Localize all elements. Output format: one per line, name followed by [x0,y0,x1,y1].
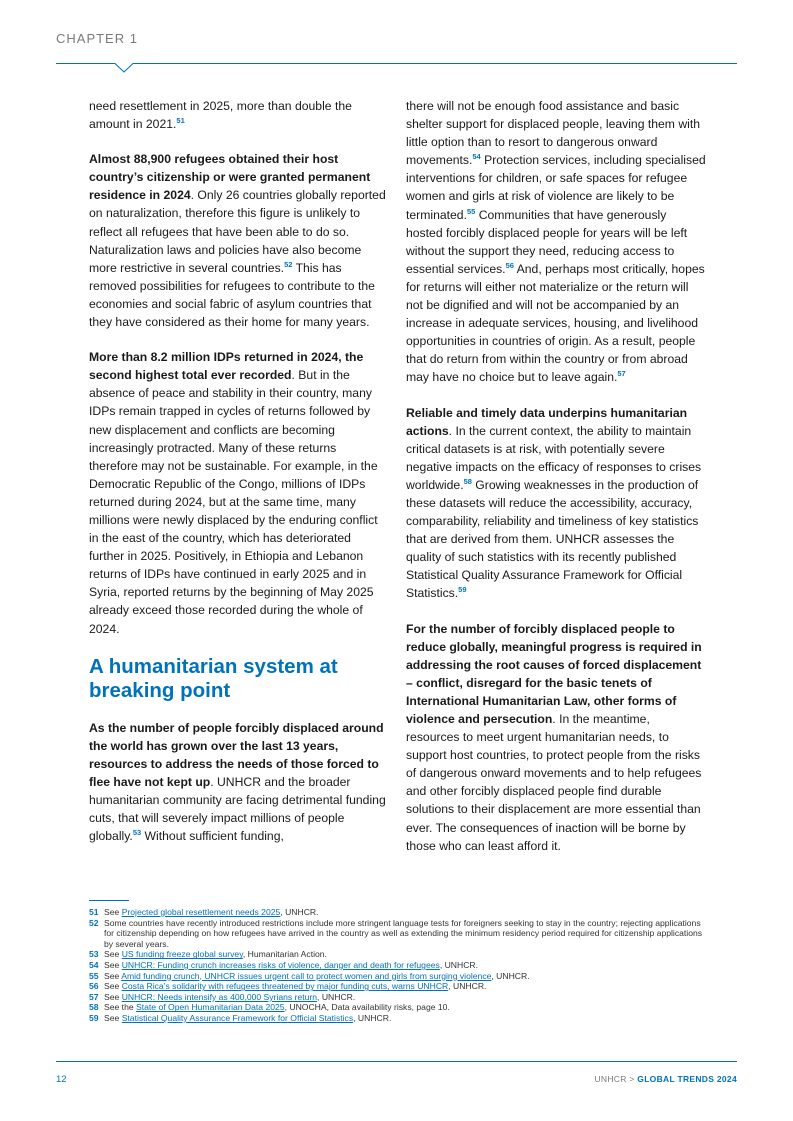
footnotes [89,907,709,1024]
paragraph: Almost 88,900 refugees obtained their host country’s citizenship or were granted permanent residence in 2024. Only 26 countries globally reported on naturalization, therefore this figure is unlikely to reflect all refugees that have been able to do so. Naturalization laws and policies have also become more restrictive in several countries.$^{52}$ This has removed possibilities for refugees to contribute to the economies and social fabric of asylum countries that they have considered as their home for many years. [89,152,386,330]
footnote-link[interactable]: Amid funding crunch, UNHCR issues urgent call to protect women and girls from surging violence [121,970,492,981]
footnote-ref[interactable]: 58 [463,476,472,486]
left-column [89,97,386,862]
running-footer: UNHCR > GLOBAL TRENDS 2024 [594,1074,737,1084]
footnote-ref[interactable]: 53 [132,828,142,838]
section-heading: A humanitarian system at breaking point [89,654,338,702]
chapter-label: CHAPTER 1 [56,31,138,46]
footnote-link[interactable]: US funding freeze global survey [121,949,243,960]
paragraph: For the number of forcibly displaced people to reduce globally, meaningful progress is required in addressing the root causes of forced displacement – conflict, disregard for the basic tenets of International Humanitarian Law, other forms of violence and persecution. In the meantime, resources to meet urgent humanitarian needs, to support host countries, to protect people from the risks of dangerous onward movements and to help refugees and other forcibly displaced people find durable solutions to their displacement are more essential than ever. The consequences of inaction will be borne by those who can least afford it. [406,621,702,853]
paragraph: Reliable and timely data underpins humanitarian actions. In the current context, the ability to maintain critical datasets is at risk, with potentially severe negative impacts on the efficacy of responses to crises worldwide.$^{58}$ Growing weaknesses in the production of these datasets will reduce the accessibility, accuracy, comparability, reliability and timeliness of key statistics that are derived from them. UNHCR assesses the quality of such statistics with its recently published Statistical Quality Assurance Framework for Official Statistics.$^{59}$ [406,405,702,601]
footnote-ref[interactable]: 59 [458,585,467,595]
right-column [406,97,706,872]
paragraph: need resettlement in 2025, more than double the amount in 2021.51 [89,99,352,132]
footnote-item: 52 Some countries have recently introduced restrictions include more stringent language tests for foreigners seeking to stay in the country; rejecting applications for citizenship depending on how refugees have arrived in the country as well as extending the minimum residency period required for citizenship applications by several years. [89,917,703,949]
footnote-ref[interactable]: 57 [617,369,626,379]
footnote-item: 56 See Costa Rica’s solidarity with refugees threatened by major funding cuts, warns UNHCR, UNHCR. [89,981,487,992]
footnote-link[interactable]: UNHCR: Funding crunch increases risks of violence, danger and death for refugees [121,959,440,970]
paragraph: there will not be enough food assistance and basic shelter support for displaced people, leaving them with little option than to resort to dangerous onward movements.$^{54}$ Protection services, including specialised interventions for children, or safe spaces for refugee women and girls at risk of violence are likely to be terminated.$^{55}$ Communities that have generously hosted forcibly displaced people for years will be left without the support they need, reducing access to essential services.$^{56}$ And, perhaps most critically, hopes for returns will either not materialize or the return will not be dignified and will not be accompanied by an increase in adequate services, housing, and livelihood opportunities in countries of origin. As a result, people that do return from within the country or from abroad may have no choice but to leave again.$^{57}$ [406,99,706,385]
footnote-link[interactable]: Projected global resettlement needs 2025 [121,907,281,917]
footnote-link[interactable]: Costa Rica’s solidarity with refugees threatened by major funding cuts, warns UNHCR [121,981,449,992]
footnote-item: 59 See Statistical Quality Assurance Framework for Official Statistics, UNHCR. [89,1012,392,1023]
footnote-ref[interactable]: 52 [284,259,293,269]
footnote-ref[interactable]: 54 [472,152,481,162]
footnote-item: 53 See US funding freeze global survey, Humanitarian Action. [89,949,327,960]
page-number: 12 [56,1074,67,1085]
footnote-divider [89,900,129,901]
footnote-item: 54 See UNHCR: Funding crunch increases risks of violence, danger and death for refugees, UNHCR. [89,959,479,970]
footnote-item: 58 See the State of Open Humanitarian Data 2025, UNOCHA, Data availability risks, page 10. [89,1002,450,1013]
footnote-link[interactable]: State of Open Humanitarian Data 2025 [136,1002,285,1013]
paragraph: More than 8.2 million IDPs returned in 2024, the second highest total ever recorded. But in the absence of peace and stability in their country, many IDPs remain trapped in cycles of returns followed by new displacement and conflicts are becoming increasingly protracted. Many of these returns therefore may not be sustainable. For example, in the Democratic Republic of the Congo, millions of IDPs returned during 2024, but at the same time, many millions were newly displaced by the enduring conflict in the east of the country, which has deteriorated further in 2025. Positively, in Ethiopia and Lebanon returns of IDPs have continued in early 2025 and in Syria, reported returns by the beginning of May 2025 already exceed those recorded during the whole of 2024. [89,350,378,636]
footnote-item: 57 See UNHCR: Needs intensify as 400,000 Syrians return, UNHCR. [89,991,356,1002]
footer-rule [56,1061,737,1062]
footnote-link[interactable]: UNHCR: Needs intensify as 400,000 Syrians return [121,991,318,1002]
footnote-item: 55 See Amid funding crunch, UNHCR issues urgent call to protect women and girls from surging violence, UNHCR. [89,970,530,981]
footnote-link[interactable]: Statistical Quality Assurance Framework for Official Statistics [121,1012,354,1023]
footnote-item: 51 See Projected global resettlement needs 2025, UNHCR. [89,907,319,917]
footnote-ref[interactable]: 56 [505,260,514,270]
footnote-ref[interactable]: 51 [176,116,185,126]
footnote-ref[interactable]: 55 [466,206,476,216]
paragraph: As the number of people forcibly displaced around the world has grown over the last 13 years, resources to address the needs of those forced to flee have not kept up. UNHCR and the broader humanitarian community are facing detrimental funding cuts, that will severely impact millions of people globally.$^{53}$ Without sufficient funding, [89,720,386,844]
